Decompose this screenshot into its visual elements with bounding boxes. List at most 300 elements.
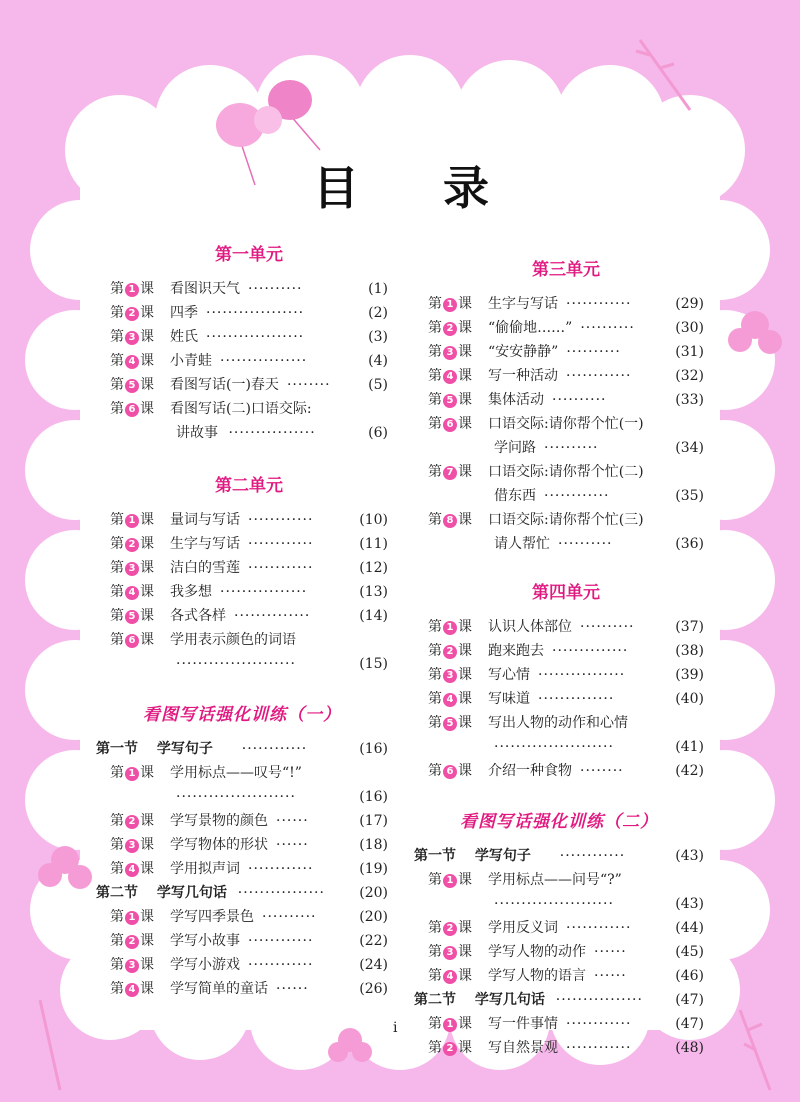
lesson-suffix: 课: [140, 765, 154, 781]
leader-dots: ··········: [544, 440, 599, 456]
toc-row[interactable]: [110, 833, 388, 857]
leader-dots: ················: [220, 584, 308, 600]
toc-section-row[interactable]: 第一节 学写句子 ············ (16): [96, 741, 388, 757]
leader-dots: ··················: [206, 305, 305, 321]
toc-row[interactable]: [428, 1036, 704, 1060]
page-ref: (19): [359, 861, 388, 877]
entry-title: 学问路: [494, 440, 536, 456]
lesson-label: [428, 639, 472, 663]
leader-dots: ······: [594, 944, 627, 960]
lesson-suffix: 课: [140, 305, 154, 321]
leader-dots: ··········: [566, 344, 621, 360]
lesson-suffix: 课: [458, 464, 472, 480]
toc-row[interactable]: [428, 292, 704, 316]
lesson-suffix: 课: [458, 872, 472, 888]
toc-row[interactable]: [110, 397, 388, 421]
toc-section-row[interactable]: 第二节 学写几句话 ················ (47): [414, 992, 704, 1008]
lesson-prefix: 第: [110, 584, 124, 600]
lesson-label: [110, 580, 154, 604]
leader-dots: ······: [276, 813, 309, 829]
toc-row[interactable]: [428, 639, 704, 663]
entry-title: 学用标点——问号“?”: [488, 872, 622, 888]
lesson-number-badge: 3: [125, 331, 139, 345]
lesson-number-badge: 5: [125, 379, 139, 393]
leader-dots: ······················: [176, 789, 296, 805]
entry-title: 介绍一种食物: [488, 763, 572, 779]
toc-row[interactable]: [110, 857, 388, 881]
unit-heading: 第一单元: [215, 245, 283, 265]
lesson-prefix: 第: [428, 691, 442, 707]
leader-dots: ··········: [262, 909, 317, 925]
lesson-label: [110, 977, 154, 1001]
lesson-suffix: 课: [140, 353, 154, 369]
entry-title: 姓氏: [170, 329, 198, 345]
lesson-suffix: 课: [140, 560, 154, 576]
toc-row[interactable]: ······················ (15): [110, 652, 388, 676]
toc-row[interactable]: [110, 785, 388, 809]
lesson-suffix: 课: [458, 296, 472, 312]
lesson-number-badge: 2: [125, 935, 139, 949]
lesson-suffix: 课: [458, 691, 472, 707]
lesson-label: [428, 711, 472, 735]
lesson-prefix: 第: [110, 861, 124, 877]
toc-row[interactable]: [428, 687, 704, 711]
toc-row[interactable]: [428, 940, 704, 964]
lesson-label: [428, 687, 472, 711]
lesson-suffix: 课: [140, 933, 154, 949]
toc-row[interactable]: [110, 508, 388, 532]
leader-dots: ············: [566, 920, 632, 936]
toc-row[interactable]: [428, 615, 704, 639]
lesson-suffix: 课: [458, 667, 472, 683]
lesson-number-badge: 4: [443, 693, 457, 707]
toc-row[interactable]: [110, 761, 388, 785]
lesson-suffix: 课: [140, 813, 154, 829]
toc-row[interactable]: [428, 735, 704, 759]
toc-row[interactable]: [428, 1012, 704, 1036]
toc-row[interactable]: [428, 892, 704, 916]
lesson-number-badge: 8: [443, 514, 457, 528]
title-char-2: 录: [443, 161, 489, 215]
leader-dots: ······················: [494, 896, 614, 912]
lesson-label: [110, 373, 154, 397]
lesson-prefix: 第: [428, 920, 442, 936]
toc-row[interactable]: [428, 868, 704, 892]
page-ref: (20): [359, 909, 388, 925]
lesson-suffix: 课: [140, 329, 154, 345]
lesson-number-badge: 4: [443, 970, 457, 984]
page-ref: (41): [675, 739, 704, 755]
page-ref: (36): [675, 536, 704, 552]
lesson-label: [110, 929, 154, 953]
lesson-label: [110, 277, 154, 301]
page-ref: (24): [359, 957, 388, 973]
page-ref: (2): [368, 305, 388, 321]
lesson-suffix: 课: [140, 377, 154, 393]
lesson-prefix: 第: [428, 667, 442, 683]
lesson-label: [110, 604, 154, 628]
lesson-label: [110, 833, 154, 857]
leader-dots: ··········: [580, 619, 635, 635]
lesson-prefix: 第: [428, 643, 442, 659]
lesson-prefix: 第: [110, 401, 124, 417]
lesson-number-badge: 1: [125, 911, 139, 925]
lesson-suffix: 课: [458, 619, 472, 635]
lesson-prefix: 第: [428, 763, 442, 779]
lesson-number-badge: 1: [125, 514, 139, 528]
lesson-number-badge: 3: [443, 946, 457, 960]
toc-row[interactable]: [428, 532, 704, 556]
lesson-prefix: 第: [428, 368, 442, 384]
lesson-label: [110, 953, 154, 977]
lesson-number-badge: 2: [125, 815, 139, 829]
lesson-suffix: 课: [458, 368, 472, 384]
lesson-label: [110, 397, 154, 421]
toc-row[interactable]: [428, 460, 704, 484]
lesson-prefix: 第: [110, 329, 124, 345]
lesson-prefix: 第: [110, 837, 124, 853]
lesson-prefix: 第: [110, 765, 124, 781]
lesson-prefix: 第: [428, 464, 442, 480]
lesson-number-badge: 5: [443, 394, 457, 408]
lesson-prefix: 第: [110, 377, 124, 393]
lesson-suffix: 课: [140, 281, 154, 297]
lesson-suffix: 课: [458, 944, 472, 960]
toc-row[interactable]: [110, 580, 388, 604]
lesson-suffix: 课: [458, 763, 472, 779]
lesson-suffix: 课: [458, 392, 472, 408]
leader-dots: ············: [248, 536, 314, 552]
lesson-suffix: 课: [140, 981, 154, 997]
entry-title: 学用表示颜色的词语: [170, 632, 296, 648]
lesson-label: [428, 388, 472, 412]
lesson-number-badge: 4: [125, 586, 139, 600]
lesson-number-badge: 2: [125, 538, 139, 552]
lesson-label: [110, 556, 154, 580]
entry-title: 生字与写话: [170, 536, 240, 552]
entry-title: 看图识天气: [170, 281, 240, 297]
lesson-prefix: 第: [428, 944, 442, 960]
lesson-number-badge: 3: [443, 346, 457, 360]
toc-row[interactable]: [110, 532, 388, 556]
entry-title: 学写四季景色: [170, 909, 254, 925]
lesson-suffix: 课: [140, 584, 154, 600]
entry-title: 小青蛙: [170, 353, 212, 369]
toc-row[interactable]: [428, 484, 704, 508]
entry-title: 写自然景观: [488, 1040, 558, 1056]
unit-heading: 第三单元: [532, 260, 600, 280]
leader-dots: ··············: [234, 608, 311, 624]
toc-section-row[interactable]: 第二节 学写几句话 ················ (20): [96, 885, 388, 901]
page-ref: (29): [675, 296, 704, 312]
page-ref: (3): [368, 329, 388, 345]
lesson-prefix: 第: [428, 715, 442, 731]
page-ref: (39): [675, 667, 704, 683]
entry-title: 洁白的雪莲: [170, 560, 240, 576]
toc-row[interactable]: [428, 340, 704, 364]
entry-title: 学用反义词: [488, 920, 558, 936]
lesson-label: [428, 615, 472, 639]
leader-dots: ······: [276, 837, 309, 853]
lesson-suffix: 课: [140, 512, 154, 528]
toc-row[interactable]: [428, 759, 704, 783]
toc-row[interactable]: [428, 364, 704, 388]
leader-dots: ······················: [494, 739, 614, 755]
lesson-number-badge: 6: [443, 418, 457, 432]
lesson-label: [428, 868, 472, 892]
lesson-prefix: 第: [110, 813, 124, 829]
lesson-suffix: 课: [140, 909, 154, 925]
toc-row[interactable]: [428, 436, 704, 460]
page-ref: (45): [675, 944, 704, 960]
lesson-label: [428, 412, 472, 436]
entry-title: 生字与写话: [488, 296, 558, 312]
toc-row[interactable]: [110, 905, 388, 929]
toc-row[interactable]: [110, 373, 388, 397]
lesson-label: [428, 916, 472, 940]
lesson-suffix: 课: [458, 1040, 472, 1056]
lesson-number-badge: 4: [125, 355, 139, 369]
lesson-number-badge: 3: [125, 562, 139, 576]
lesson-number-badge: 2: [125, 307, 139, 321]
leader-dots: ······: [276, 981, 309, 997]
toc-row[interactable]: [110, 556, 388, 580]
lesson-prefix: 第: [428, 416, 442, 432]
leader-dots: ············: [566, 296, 632, 312]
leader-dots: ········: [580, 763, 624, 779]
toc-row[interactable]: [428, 412, 704, 436]
lesson-label: [110, 349, 154, 373]
unit-heading: 第二单元: [215, 476, 283, 496]
entry-title: 口语交际:请你帮个忙(三): [488, 512, 644, 528]
lesson-suffix: 课: [458, 512, 472, 528]
leader-dots: ············: [566, 368, 632, 384]
lesson-suffix: 课: [458, 320, 472, 336]
lesson-number-badge: 2: [443, 322, 457, 336]
toc-row[interactable]: 讲故事 ················ (6): [110, 421, 388, 445]
toc-row[interactable]: [110, 325, 388, 349]
lesson-number-badge: 3: [125, 839, 139, 853]
leader-dots: ············: [248, 957, 314, 973]
entry-title: 写一件事情: [488, 1016, 558, 1032]
lesson-number-badge: 7: [443, 466, 457, 480]
lesson-prefix: 第: [428, 296, 442, 312]
lesson-suffix: 课: [140, 632, 154, 648]
page-ref: (22): [359, 933, 388, 949]
entry-title: 写一种活动: [488, 368, 558, 384]
lesson-suffix: 课: [458, 968, 472, 984]
toc-row[interactable]: [110, 301, 388, 325]
entry-title: 认识人体部位: [488, 619, 572, 635]
lesson-number-badge: 4: [125, 983, 139, 997]
lesson-number-badge: 6: [125, 634, 139, 648]
entry-title: 量词与写话: [170, 512, 240, 528]
page-ref: (46): [675, 968, 704, 984]
page-ref: (37): [675, 619, 704, 635]
entry-title: 口语交际:请你帮个忙(一): [488, 416, 644, 432]
page-ref: (11): [359, 536, 388, 552]
lesson-prefix: 第: [110, 632, 124, 648]
entry-title: 学写简单的童话: [170, 981, 268, 997]
page-ref: (35): [675, 488, 704, 504]
lesson-label: [110, 905, 154, 929]
lesson-prefix: 第: [110, 353, 124, 369]
lesson-prefix: 第: [110, 305, 124, 321]
entry-title: 写心情: [488, 667, 530, 683]
page-ref: (13): [359, 584, 388, 600]
lesson-suffix: 课: [140, 608, 154, 624]
page-ref: (48): [675, 1040, 704, 1056]
page-ref: (15): [359, 656, 388, 672]
toc-row[interactable]: [110, 628, 388, 652]
lesson-label: [428, 460, 472, 484]
page-title: [0, 152, 800, 215]
lesson-prefix: 第: [110, 957, 124, 973]
lesson-number-badge: 1: [125, 283, 139, 297]
lesson-number-badge: 6: [125, 403, 139, 417]
leader-dots: ············: [544, 488, 610, 504]
lesson-number-badge: 3: [125, 959, 139, 973]
entry-title: “偷偷地……”: [488, 320, 573, 336]
title-char-1: 目: [313, 161, 359, 215]
lesson-suffix: 课: [140, 536, 154, 552]
page-ref: (4): [368, 353, 388, 369]
lesson-label: [428, 759, 472, 783]
leader-dots: ··········: [580, 320, 635, 336]
lesson-number-badge: 5: [125, 610, 139, 624]
toc-row[interactable]: [110, 929, 388, 953]
toc-row[interactable]: [428, 663, 704, 687]
lesson-prefix: 第: [110, 512, 124, 528]
lesson-number-badge: 2: [443, 1042, 457, 1056]
lesson-prefix: 第: [428, 392, 442, 408]
lesson-label: [428, 364, 472, 388]
leader-dots: ············: [248, 933, 314, 949]
leader-dots: ············: [566, 1040, 632, 1056]
leader-dots: ··········: [248, 281, 303, 297]
left-column: [96, 240, 388, 1001]
entry-title: “安安静静”: [488, 344, 559, 360]
lesson-number-badge: 1: [443, 1018, 457, 1032]
toc-row[interactable]: [110, 977, 388, 1001]
leader-dots: ············: [248, 512, 314, 528]
entry-title: 我多想: [170, 584, 212, 600]
page-ref: (43): [675, 896, 704, 912]
lesson-number-badge: 6: [443, 765, 457, 779]
page-ref: (31): [675, 344, 704, 360]
page-ref: (38): [675, 643, 704, 659]
lesson-label: [428, 292, 472, 316]
lesson-prefix: 第: [428, 344, 442, 360]
lesson-suffix: 课: [140, 957, 154, 973]
entry-title: 跑来跑去: [488, 643, 544, 659]
lesson-label: [110, 301, 154, 325]
toc-row[interactable]: [110, 953, 388, 977]
toc-row[interactable]: [110, 604, 388, 628]
lesson-number-badge: 1: [443, 874, 457, 888]
entry-title: 学写小故事: [170, 933, 240, 949]
entry-title: 学用拟声词: [170, 861, 240, 877]
entry-title: 学写景物的颜色: [170, 813, 268, 829]
toc-row[interactable]: [428, 508, 704, 532]
right-column: [414, 255, 704, 1060]
lesson-prefix: 第: [110, 281, 124, 297]
page-ref: (42): [675, 763, 704, 779]
entry-title: 四季: [170, 305, 198, 321]
leader-dots: ······: [594, 968, 627, 984]
lesson-suffix: 课: [458, 715, 472, 731]
entry-title: 各式各样: [170, 608, 226, 624]
lesson-prefix: 第: [428, 1040, 442, 1056]
toc-row[interactable]: [110, 349, 388, 373]
entry-title: 集体活动: [488, 392, 544, 408]
lesson-label: [110, 761, 154, 785]
leader-dots: ··············: [552, 643, 629, 659]
lesson-label: [110, 628, 154, 652]
lesson-number-badge: 2: [443, 922, 457, 936]
page-ref: (32): [675, 368, 704, 384]
toc-row[interactable]: [428, 711, 704, 735]
lesson-label: [428, 964, 472, 988]
lesson-suffix: 课: [458, 416, 472, 432]
toc-row[interactable]: [110, 809, 388, 833]
toc-section-row[interactable]: 第一节 学写句子 ············ (43): [414, 848, 704, 864]
unit-heading: 第四单元: [532, 583, 600, 603]
lesson-number-badge: 1: [125, 767, 139, 781]
lesson-prefix: 第: [428, 320, 442, 336]
page-ref: (1): [368, 281, 388, 297]
toc-row[interactable]: [428, 388, 704, 412]
lesson-suffix: 课: [140, 861, 154, 877]
lesson-label: [110, 809, 154, 833]
leader-dots: ············: [248, 861, 314, 877]
lesson-prefix: 第: [428, 512, 442, 528]
toc-row[interactable]: [428, 316, 704, 340]
lesson-number-badge: 3: [443, 669, 457, 683]
lesson-number-badge: 5: [443, 717, 457, 731]
lesson-label: [428, 340, 472, 364]
page-ref: (34): [675, 440, 704, 456]
lesson-suffix: 课: [458, 344, 472, 360]
page-ref: (14): [359, 608, 388, 624]
lesson-label: [110, 325, 154, 349]
entry-title: 借东西: [494, 488, 536, 504]
lesson-prefix: 第: [428, 1016, 442, 1032]
page-ref: (10): [359, 512, 388, 528]
leader-dots: ············: [566, 1016, 632, 1032]
lesson-label: [428, 316, 472, 340]
leader-dots: ··········: [552, 392, 607, 408]
lesson-prefix: 第: [110, 981, 124, 997]
lesson-suffix: 课: [458, 920, 472, 936]
lesson-suffix: 课: [140, 837, 154, 853]
leader-dots: ················: [538, 667, 626, 683]
entry-title: 学用标点——叹号“!”: [170, 765, 302, 781]
lesson-label: [110, 508, 154, 532]
leader-dots: ··········: [558, 536, 613, 552]
lesson-label: [428, 663, 472, 687]
lesson-prefix: 第: [110, 933, 124, 949]
leader-dots: ··················: [206, 329, 305, 345]
entry-title: 看图写话(二)口语交际:: [170, 401, 312, 417]
lesson-number-badge: 4: [443, 370, 457, 384]
entry-title: 口语交际:请你帮个忙(二): [488, 464, 644, 480]
lesson-label: [110, 532, 154, 556]
toc-row[interactable]: [428, 964, 704, 988]
page-ref: (18): [359, 837, 388, 853]
toc-row[interactable]: [110, 277, 388, 301]
toc-row[interactable]: [428, 916, 704, 940]
